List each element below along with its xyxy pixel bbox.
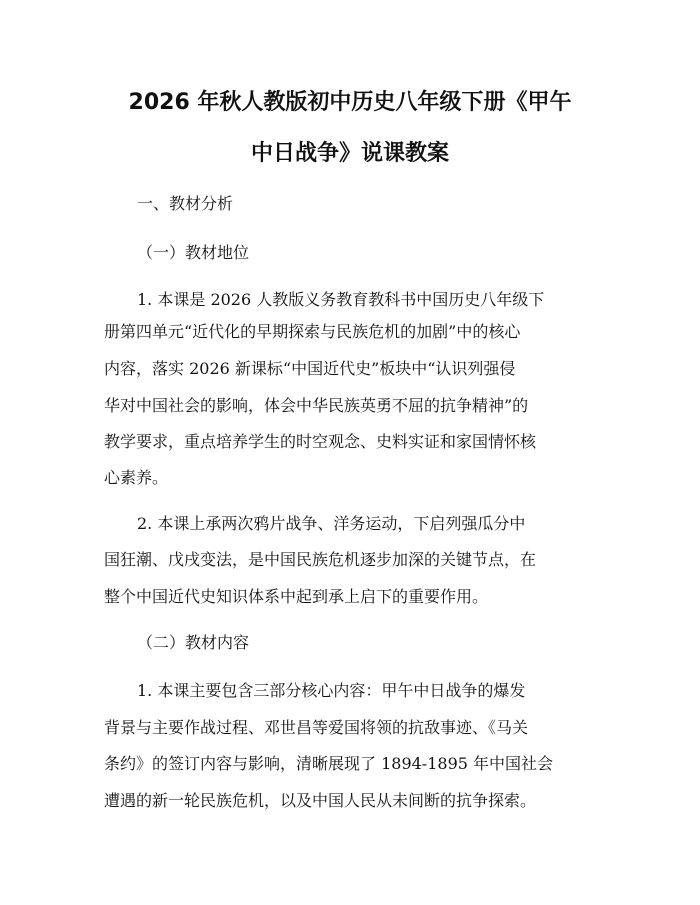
paragraph-line: 背景与主要作战过程、邓世昌等爱国将领的抗敌事迹、《马关: [104, 718, 529, 737]
paragraph-line: 华对中国社会的影响，体会中华民族英勇不屈的抗争精神”的: [104, 396, 529, 415]
paragraph-line: 心素养。: [104, 468, 169, 487]
paragraph-line: 内容，落实 2026 新课标“中国近代史”板块中“认识列强侵: [104, 359, 516, 378]
paragraph-line: 2. 本课上承两次鸦片战争、洋务运动，下启列强瓜分中: [137, 514, 526, 533]
paragraph-line: 1. 本课是 2026 人教版义务教育教科书中国历史八年级下: [137, 290, 545, 309]
paragraph-line: 遭遇的新一轮民族危机，以及中国人民从未间断的抗争探索。: [104, 791, 537, 810]
paragraph-line: 1. 本课主要包含三部分核心内容：甲午中日战争的爆发: [137, 681, 526, 700]
document-title-line-2: 中日战争》说课教案: [250, 141, 449, 166]
paragraph-line: 整个中国近代史知识体系中起到承上启下的重要作用。: [104, 587, 489, 606]
subsection-heading-content: （二）教材内容: [137, 633, 250, 652]
paragraph-line: 册第四单元“近代化的早期探索与民族危机的加剧”中的核心: [104, 322, 521, 341]
paragraph-line: 条约》的签订内容与影响，清晰展现了 1894-1895 年中国社会: [104, 754, 554, 773]
section-heading: 一、教材分析: [137, 194, 234, 213]
document-title-line-1: 2026 年秋人教版初中历史八年级下册《甲午: [128, 90, 572, 115]
paragraph-line: 教学要求，重点培养学生的时空观念、史料实证和家国情怀核: [104, 432, 537, 451]
paragraph-line: 国狂潮、戊戌变法，是中国民族危机逐步加深的关键节点，在: [104, 550, 537, 569]
subsection-heading-position: （一）教材地位: [137, 243, 250, 262]
